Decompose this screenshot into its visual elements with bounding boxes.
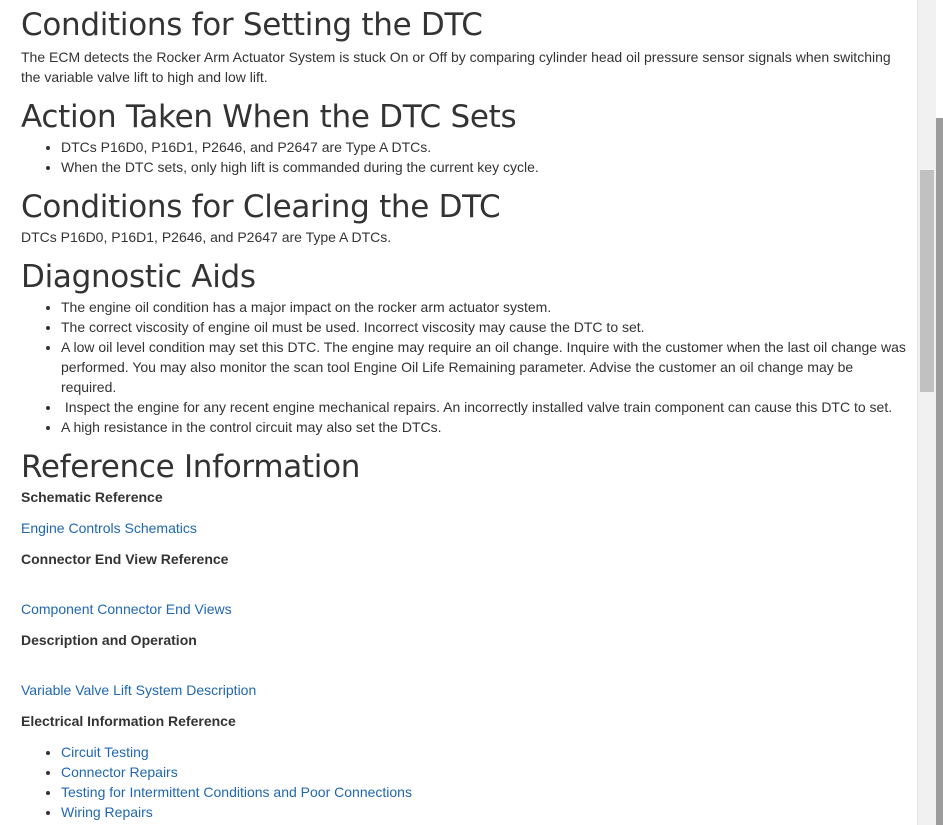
vertical-scrollbar[interactable] <box>917 0 943 825</box>
list-item: • A low oil level condition may set this DTC. The engine may require an oil change. Inquire with the customer when the last oil change was performed. You may also monitor the scan tool Engine Oil Life Remaining parameter. Advise the customer an oil change may be required. <box>61 337 911 397</box>
setting-description: The ECM detects the Rocker Arm Actuator System is stuck On or Off by comparing cylinder head oil pressure sensor signals when switching the variable valve lift to high and low lift. <box>21 49 891 85</box>
schematic-reference-heading: Schematic Reference <box>21 489 163 505</box>
list-item: • The engine oil condition has a major impact on the rocker arm actuator system. <box>61 297 911 317</box>
heading-diagnostic-aids: Diagnostic Aids <box>21 259 256 295</box>
wiring-repairs-link[interactable]: Wiring Repairs <box>61 804 153 820</box>
heading-conditions-clearing: Conditions for Clearing the DTC <box>21 189 501 225</box>
scrollbar-thumb[interactable] <box>920 170 934 392</box>
list-item: • A high resistance in the control circuit may also set the DTCs. <box>61 417 911 437</box>
document-content <box>21 0 911 822</box>
list-item: • The correct viscosity of engine oil must be used. Incorrect viscosity may cause the DTC to set. <box>61 317 911 337</box>
variable-valve-lift-description-link[interactable]: Variable Valve Lift System Description <box>21 682 257 698</box>
electrical-information-heading: Electrical Information Reference <box>21 713 236 729</box>
action-list <box>21 137 911 177</box>
list-item: • DTCs P16D0, P16D1, P2646, and P2647 are Type A DTCs. <box>61 137 911 157</box>
list-item <box>61 742 911 762</box>
list-item <box>61 762 911 782</box>
circuit-testing-link[interactable]: Circuit Testing <box>61 744 149 760</box>
testing-intermittent-link[interactable]: Testing for Intermittent Conditions and Poor Connections <box>61 784 412 800</box>
list-item: • When the DTC sets, only high lift is commanded during the current key cycle. <box>61 157 911 177</box>
heading-reference-information: Reference Information <box>21 449 361 485</box>
list-item: • Inspect the engine for any recent engine mechanical repairs. An incorrectly installed valve train component can cause this DTC to set. <box>61 397 911 417</box>
outer-scrollbar-thumb[interactable] <box>936 118 943 825</box>
list-item <box>61 802 911 822</box>
list-item <box>61 782 911 802</box>
heading-conditions-setting: Conditions for Setting the DTC <box>21 7 483 43</box>
clearing-description: DTCs P16D0, P16D1, P2646, and P2647 are Type A DTCs. <box>21 229 392 245</box>
connector-end-view-heading: Connector End View Reference <box>21 551 229 567</box>
heading-action-taken: Action Taken When the DTC Sets <box>21 99 517 135</box>
electrical-links-list <box>21 742 911 822</box>
component-connector-end-views-link[interactable]: Component Connector End Views <box>21 601 232 617</box>
connector-repairs-link[interactable]: Connector Repairs <box>61 764 178 780</box>
description-operation-heading: Description and Operation <box>21 632 197 648</box>
diagnostic-aids-list <box>21 297 911 437</box>
engine-controls-schematics-link[interactable]: Engine Controls Schematics <box>21 520 197 536</box>
